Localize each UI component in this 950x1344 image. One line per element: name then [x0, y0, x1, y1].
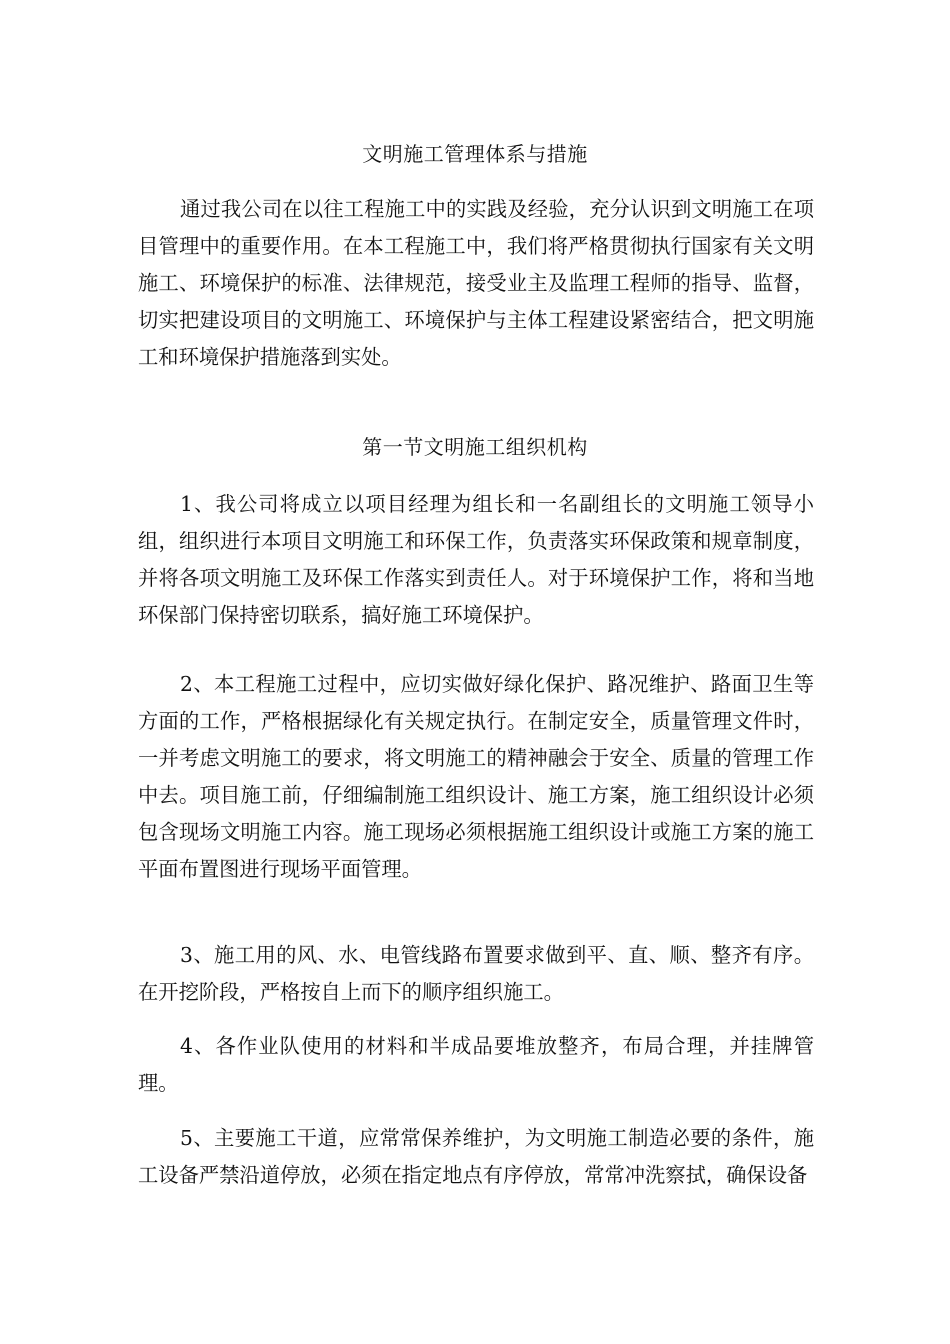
paragraph-item-4: 4、各作业队使用的材料和半成品要堆放整齐，布局合理，并挂牌管理。	[138, 1034, 814, 1095]
paragraph-item-2: 2、本工程施工过程中，应切实做好绿化保护、路况维护、路面卫生等方面的工作，严格根据绿化有关规定执行。在制定安全，质量管理文件时，一并考虑文明施工的要求，将文明施工的精神融会于安全、质量的管理工作中去。项目施工前，仔细编制施工组织设计、施工方案，施工组织设计必须包含现场文明施工内容。施工现场必须根据施工组织设计或施工方案的施工平面布置图进行现场平面管理。	[138, 672, 814, 881]
document-title: 文明施工管理体系与措施	[362, 142, 588, 166]
intro-paragraph: 通过我公司在以往工程施工中的实践及经验，充分认识到文明施工在项目管理中的重要作用。在本工程施工中，我们将严格贯彻执行国家有关文明施工、环境保护的标准、法律规范，接受业主及监理工程师的指导、监督，切实把建设项目的文明施工、环境保护与主体工程建设紧密结合，把文明施工和环境保护措施落到实处。	[138, 197, 814, 369]
section-title: 第一节文明施工组织机构	[362, 435, 588, 459]
paragraph-item-5: 5、主要施工干道，应常常保养维护，为文明施工制造必要的条件，施工设备严禁沿道停放，必须在指定地点有序停放，常常冲洗察拭，确保设备	[138, 1126, 814, 1187]
paragraph-item-3: 3、施工用的风、水、电管线路布置要求做到平、直、顺、整齐有序。在开挖阶段，严格按自上而下的顺序组织施工。	[138, 943, 814, 1004]
paragraph-item-1: 1、我公司将成立以项目经理为组长和一名副组长的文明施工领导小组，组织进行本项目文明施工和环保工作，负责落实环保政策和规章制度，并将各项文明施工及环保工作落实到责任人。对于环境保护工作，将和当地环保部门保持密切联系，搞好施工环境保护。	[138, 492, 814, 627]
